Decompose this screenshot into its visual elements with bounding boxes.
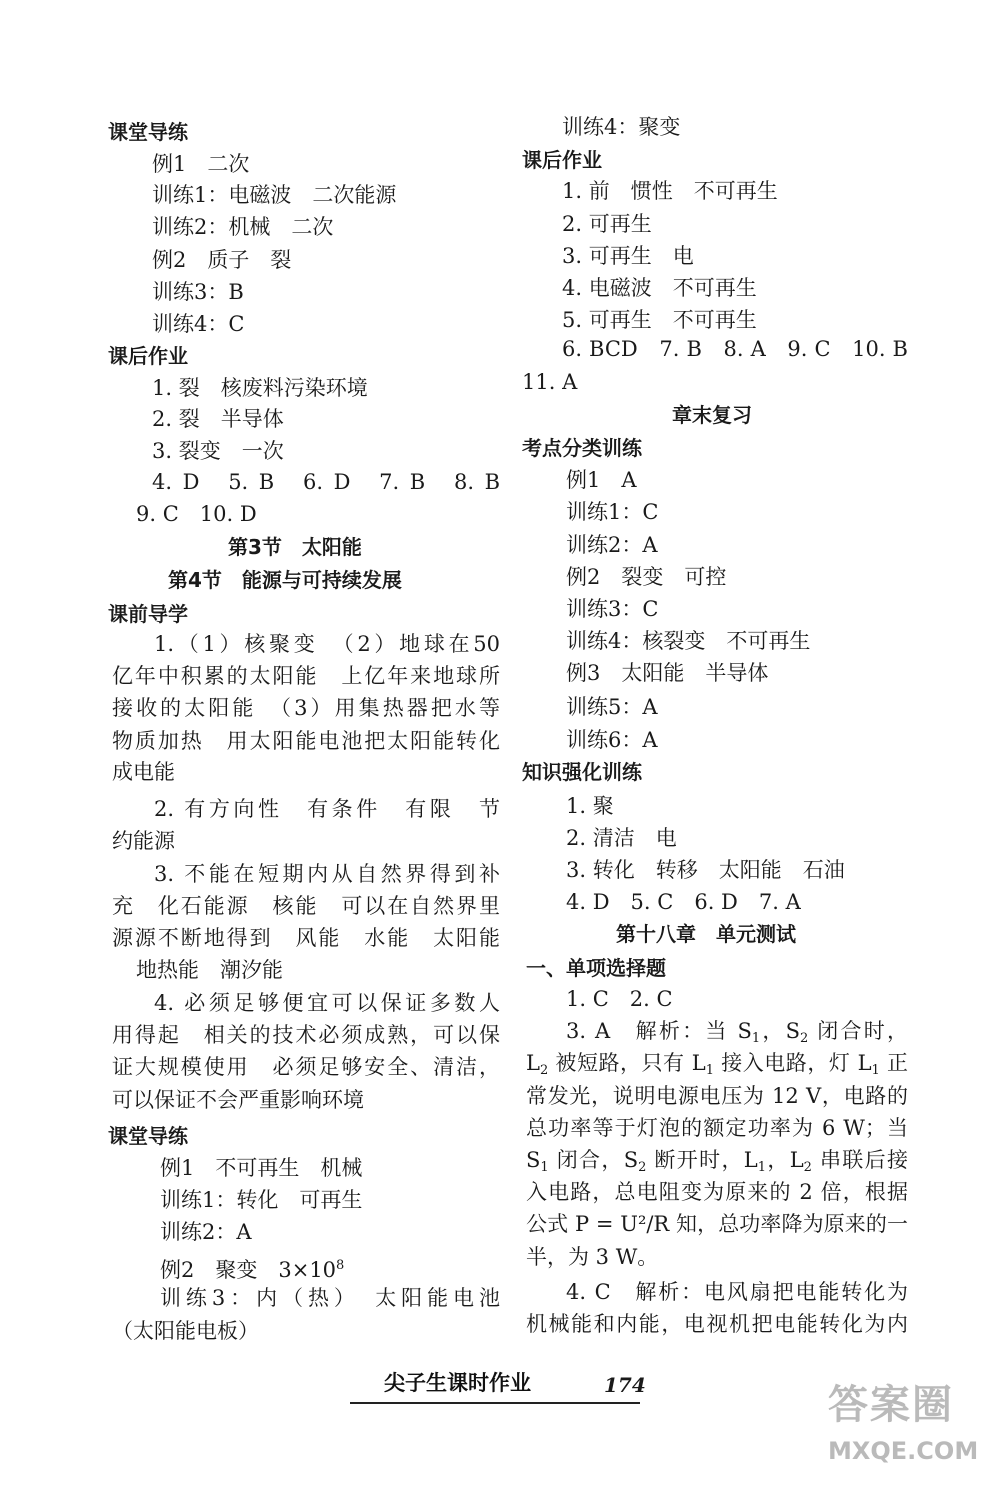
section-title: 第3节 太阳能 bbox=[228, 535, 362, 559]
answer-line: 6. BCD 7. B 8. A 9. C 10. B bbox=[562, 337, 908, 361]
answer-line: 1.（1）核聚变 （2）地球在50 bbox=[154, 632, 500, 656]
answer-line: 源源不断地得到 风能 水能 太阳能 bbox=[112, 926, 500, 950]
answer-line: 4. 电磁波 不可再生 bbox=[562, 276, 757, 300]
answer-line: 训练4：C bbox=[152, 312, 245, 336]
answer-line: 例2 质子 裂 bbox=[152, 248, 292, 272]
answer-line bbox=[526, 1146, 908, 1176]
section-heading: 课堂导练 bbox=[108, 1124, 188, 1148]
answer-line: 训练2：机械 二次 bbox=[152, 215, 334, 239]
subscript: 1 bbox=[751, 1031, 761, 1046]
answer-line: 3. 不能在短期内从自然界得到补 bbox=[154, 862, 500, 886]
answer-line: 9. C 10. D bbox=[136, 502, 257, 526]
answer-line bbox=[160, 1252, 344, 1282]
text-run: ，S bbox=[760, 1019, 801, 1043]
answer-line: 训练3：B bbox=[152, 280, 244, 304]
section-heading: 考点分类训练 bbox=[522, 436, 642, 460]
text-run: ，L bbox=[766, 1148, 804, 1172]
answer-line: 训练2：A bbox=[566, 533, 658, 557]
answer-line: 训练1：转化 可再生 bbox=[160, 1188, 363, 1212]
answer-line: 3. 转化 转移 太阳能 石油 bbox=[566, 858, 845, 882]
answer-line: 5. 可再生 不可再生 bbox=[562, 308, 757, 332]
subscript: 2 bbox=[803, 1160, 812, 1175]
answer-line: 2. 清洁 电 bbox=[566, 826, 677, 850]
text-run: L bbox=[526, 1051, 540, 1075]
answer-line: 训练4：核裂变 不可再生 bbox=[566, 629, 811, 653]
answer-line: 总功率等于灯泡的额定功率为 6 W；当 bbox=[526, 1116, 908, 1140]
subscript: 2 bbox=[539, 1063, 549, 1078]
answer-line: 常发光，说明电源电压为 12 V，电路的 bbox=[526, 1084, 908, 1108]
answer-line bbox=[566, 1017, 908, 1047]
watermark-cn: 答案圈 bbox=[828, 1382, 954, 1428]
answer-line: 例1 A bbox=[566, 468, 637, 492]
answer-line: 4. D 5. B 6. D 7. B 8. B bbox=[152, 470, 500, 494]
answer-line: 例3 太阳能 半导体 bbox=[566, 661, 769, 685]
section-heading: 一、单项选择题 bbox=[526, 956, 666, 980]
answer-line: 2. 有方向性 有条件 有限 节 bbox=[154, 797, 500, 821]
subscript: 2 bbox=[800, 1031, 809, 1046]
answer-line: 1. 聚 bbox=[566, 794, 614, 818]
subscript: 1 bbox=[540, 1160, 549, 1175]
text-run: 闭合时， bbox=[808, 1019, 908, 1043]
watermark-logo bbox=[820, 1377, 988, 1473]
section-heading: 知识强化训练 bbox=[522, 760, 642, 784]
subscript: 1 bbox=[757, 1160, 767, 1175]
book-title: 尖子生课时作业 bbox=[384, 1371, 531, 1395]
answer-line bbox=[526, 1049, 908, 1079]
answer-line: 约能源 bbox=[112, 829, 175, 853]
answer-line: 例1 二次 bbox=[152, 152, 250, 176]
answer-line: 训练2：A bbox=[160, 1220, 252, 1244]
text-run: 例2 聚变 3×10 bbox=[160, 1258, 337, 1282]
section-title: 第十八章 单元测试 bbox=[616, 922, 796, 946]
section-title: 章末复习 bbox=[672, 403, 752, 427]
answer-line: 接收的太阳能 （3）用集热器把水等 bbox=[112, 696, 500, 720]
text-run: 接入电路，灯 L bbox=[714, 1051, 872, 1075]
answer-line: 训练6：A bbox=[566, 728, 658, 752]
section-heading: 课堂导练 bbox=[108, 120, 188, 144]
section-title: 第4节 能源与可持续发展 bbox=[168, 568, 402, 592]
answer-line: 可以保证不会严重影响环境 bbox=[112, 1088, 364, 1112]
answer-line: 充 化石能源 核能 可以在自然界里 bbox=[112, 894, 500, 918]
subscript: 1 bbox=[871, 1063, 880, 1078]
answer-line: 4. D 5. C 6. D 7. A bbox=[566, 890, 801, 914]
answer-line: 3. 可再生 电 bbox=[562, 244, 694, 268]
answer-line: 地热能 潮汐能 bbox=[136, 958, 283, 982]
answer-line: 公式 P = U²/R 知，总功率降为原来的一 bbox=[526, 1212, 908, 1236]
answer-line: 半，为 3 W。 bbox=[526, 1245, 659, 1269]
answer-line: 1. C 2. C bbox=[566, 987, 673, 1011]
superscript: 8 bbox=[336, 1258, 345, 1273]
section-heading: 课后作业 bbox=[108, 344, 188, 368]
answer-line: 亿年中积累的太阳能 上亿年来地球所 bbox=[112, 664, 500, 688]
answer-line: 2. 可再生 bbox=[562, 212, 652, 236]
text-run: 3. A 解析：当 S bbox=[566, 1019, 752, 1043]
answer-line: 机械能和内能，电视机把电能转化为内 bbox=[526, 1312, 908, 1336]
answer-line: 训练4：聚变 bbox=[562, 115, 681, 139]
answer-line: 训练3：内（热） 太阳能电池 bbox=[160, 1286, 500, 1310]
answer-line: 用得起 相关的技术必须成熟，可以保 bbox=[112, 1023, 500, 1047]
answer-line: （太阳能电板） bbox=[112, 1319, 259, 1343]
text-run: S bbox=[526, 1148, 541, 1172]
answer-line: 2. 裂 半导体 bbox=[152, 407, 284, 431]
section-heading: 课后作业 bbox=[522, 148, 602, 172]
footer-rule bbox=[350, 1402, 640, 1404]
answer-line: 1. 裂 核废料污染环境 bbox=[152, 376, 368, 400]
answer-line: 1. 前 惯性 不可再生 bbox=[562, 179, 778, 203]
subscript: 1 bbox=[705, 1063, 715, 1078]
answer-line: 训练3：C bbox=[566, 597, 659, 621]
answer-line: 训练1：电磁波 二次能源 bbox=[152, 183, 397, 207]
answer-line: 物质加热 用太阳能电池把太阳能转化 bbox=[112, 729, 500, 753]
answer-line: 4. 必须足够便宜可以保证多数人 bbox=[154, 991, 500, 1015]
answer-line: 例2 裂变 可控 bbox=[566, 565, 727, 589]
text-run: 断开时，L bbox=[646, 1148, 758, 1172]
section-heading: 课前导学 bbox=[108, 602, 188, 626]
page-number: 174 bbox=[604, 1373, 646, 1397]
watermark-en: MXQE.COM bbox=[828, 1437, 979, 1465]
answer-line: 证大规模使用 必须足够安全、清洁， bbox=[112, 1055, 500, 1079]
answer-line: 例1 不可再生 机械 bbox=[160, 1156, 363, 1180]
answer-line: 训练1：C bbox=[566, 500, 659, 524]
answer-line: 4. C 解析：电风扇把电能转化为 bbox=[566, 1280, 908, 1304]
text-run: 正 bbox=[879, 1051, 908, 1075]
answer-line: 入电路，总电阻变为原来的 2 倍，根据 bbox=[526, 1180, 908, 1204]
answer-line: 3. 裂变 一次 bbox=[152, 439, 284, 463]
answer-line: 训练5：A bbox=[566, 695, 658, 719]
text-run: 串联后接 bbox=[811, 1148, 908, 1172]
answer-line: 成电能 bbox=[112, 760, 175, 784]
subscript: 2 bbox=[638, 1160, 647, 1175]
text-run: 闭合，S bbox=[548, 1148, 639, 1172]
answer-line: 11. A bbox=[522, 370, 578, 394]
text-run: 被短路，只有 L bbox=[548, 1051, 706, 1075]
